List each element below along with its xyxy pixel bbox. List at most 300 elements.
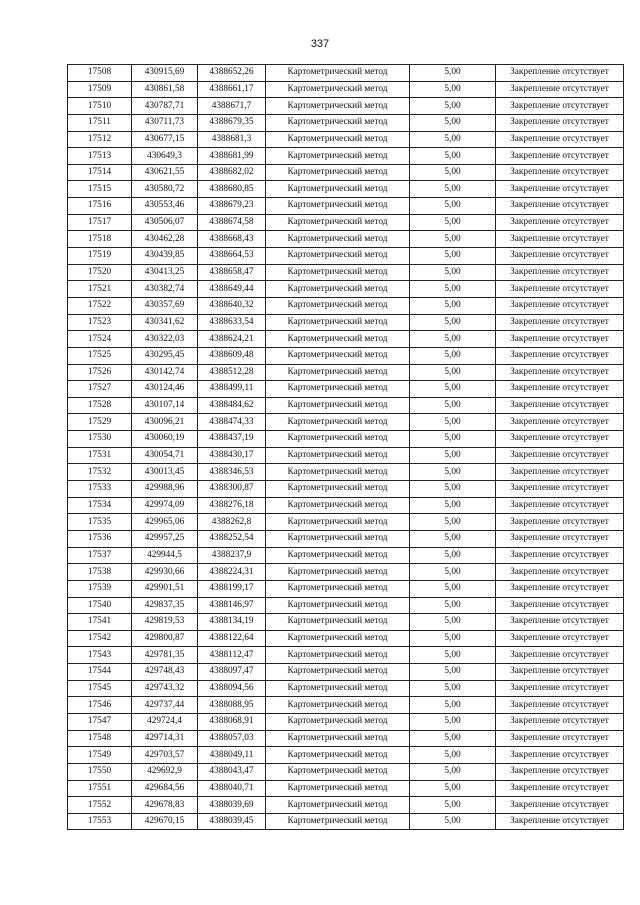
fixation-cell: Закрепление отсутствует [496,763,624,780]
table-row [68,564,624,581]
point-number-cell: 17552 [68,797,132,814]
y-coordinate-cell: 4388112,47 [198,647,266,664]
x-coordinate-cell: 429819,53 [132,614,198,631]
table-row [68,414,624,431]
x-coordinate-cell: 429988,96 [132,481,198,498]
x-coordinate-cell: 429678,83 [132,797,198,814]
accuracy-cell: 5,00 [410,414,496,431]
accuracy-cell: 5,00 [410,497,496,514]
x-coordinate-cell: 430861,58 [132,81,198,98]
fixation-cell: Закрепление отсутствует [496,214,624,231]
method-cell: Картометрический метод [266,364,410,381]
y-coordinate-cell: 4388652,26 [198,65,266,82]
method-cell: Картометрический метод [266,597,410,614]
point-number-cell: 17511 [68,114,132,131]
table-row [68,281,624,298]
x-coordinate-cell: 430787,71 [132,98,198,115]
method-cell: Картометрический метод [266,397,410,414]
x-coordinate-cell: 429957,25 [132,530,198,547]
table-row [68,331,624,348]
accuracy-cell: 5,00 [410,514,496,531]
x-coordinate-cell: 430506,07 [132,214,198,231]
method-cell: Картометрический метод [266,614,410,631]
y-coordinate-cell: 4388094,56 [198,680,266,697]
method-cell: Картометрический метод [266,131,410,148]
fixation-cell: Закрепление отсутствует [496,647,624,664]
fixation-cell: Закрепление отсутствует [496,397,624,414]
fixation-cell: Закрепление отсутствует [496,364,624,381]
method-cell: Картометрический метод [266,447,410,464]
method-cell: Картометрический метод [266,547,410,564]
table-row [68,780,624,797]
method-cell: Картометрический метод [266,281,410,298]
table-row [68,763,624,780]
accuracy-cell: 5,00 [410,747,496,764]
fixation-cell: Закрепление отсутствует [496,780,624,797]
method-cell: Картометрический метод [266,630,410,647]
fixation-cell: Закрепление отсутствует [496,564,624,581]
point-number-cell: 17545 [68,680,132,697]
method-cell: Картометрический метод [266,680,410,697]
fixation-cell: Закрепление отсутствует [496,65,624,82]
x-coordinate-cell: 429800,87 [132,630,198,647]
method-cell: Картометрический метод [266,431,410,448]
point-number-cell: 17548 [68,730,132,747]
accuracy-cell: 5,00 [410,680,496,697]
point-number-cell: 17513 [68,148,132,165]
accuracy-cell: 5,00 [410,397,496,414]
fixation-cell: Закрепление отсутствует [496,164,624,181]
point-number-cell: 17534 [68,497,132,514]
method-cell: Картометрический метод [266,347,410,364]
accuracy-cell: 5,00 [410,214,496,231]
table-row [68,547,624,564]
y-coordinate-cell: 4388437,19 [198,431,266,448]
y-coordinate-cell: 4388346,53 [198,464,266,481]
accuracy-cell: 5,00 [410,647,496,664]
fixation-cell: Закрепление отсутствует [496,530,624,547]
fixation-cell: Закрепление отсутствует [496,797,624,814]
point-number-cell: 17515 [68,181,132,198]
fixation-cell: Закрепление отсутствует [496,447,624,464]
table-row [68,181,624,198]
x-coordinate-cell: 430295,45 [132,347,198,364]
x-coordinate-cell: 430124,46 [132,381,198,398]
table-row [68,730,624,747]
fixation-cell: Закрепление отсутствует [496,281,624,298]
x-coordinate-cell: 429737,44 [132,697,198,714]
method-cell: Картометрический метод [266,530,410,547]
point-number-cell: 17531 [68,447,132,464]
y-coordinate-cell: 4388661,17 [198,81,266,98]
point-number-cell: 17509 [68,81,132,98]
method-cell: Картометрический метод [266,414,410,431]
fixation-cell: Закрепление отсутствует [496,347,624,364]
table-row [68,614,624,631]
method-cell: Картометрический метод [266,98,410,115]
point-number-cell: 17553 [68,813,132,830]
x-coordinate-cell: 429944,5 [132,547,198,564]
point-number-cell: 17519 [68,248,132,265]
x-coordinate-cell: 429684,56 [132,780,198,797]
method-cell: Картометрический метод [266,797,410,814]
accuracy-cell: 5,00 [410,431,496,448]
y-coordinate-cell: 4388681,3 [198,131,266,148]
y-coordinate-cell: 4388658,47 [198,264,266,281]
table-row [68,98,624,115]
table-row [68,131,624,148]
y-coordinate-cell: 4388146,97 [198,597,266,614]
x-coordinate-cell: 430107,14 [132,397,198,414]
point-number-cell: 17530 [68,431,132,448]
method-cell: Картометрический метод [266,763,410,780]
table-row [68,314,624,331]
method-cell: Картометрический метод [266,580,410,597]
accuracy-cell: 5,00 [410,713,496,730]
fixation-cell: Закрепление отсутствует [496,580,624,597]
accuracy-cell: 5,00 [410,331,496,348]
fixation-cell: Закрепление отсутствует [496,713,624,730]
accuracy-cell: 5,00 [410,314,496,331]
y-coordinate-cell: 4388671,7 [198,98,266,115]
point-number-cell: 17523 [68,314,132,331]
fixation-cell: Закрепление отсутствует [496,497,624,514]
x-coordinate-cell: 429714,31 [132,730,198,747]
accuracy-cell: 5,00 [410,281,496,298]
point-number-cell: 17529 [68,414,132,431]
fixation-cell: Закрепление отсутствует [496,547,624,564]
point-number-cell: 17547 [68,713,132,730]
table-row [68,697,624,714]
accuracy-cell: 5,00 [410,664,496,681]
y-coordinate-cell: 4388633,54 [198,314,266,331]
accuracy-cell: 5,00 [410,797,496,814]
method-cell: Картометрический метод [266,231,410,248]
point-number-cell: 17537 [68,547,132,564]
coordinates-table-body [68,65,624,830]
y-coordinate-cell: 4388680,85 [198,181,266,198]
x-coordinate-cell: 429901,51 [132,580,198,597]
y-coordinate-cell: 4388664,53 [198,248,266,265]
fixation-cell: Закрепление отсутствует [496,597,624,614]
point-number-cell: 17540 [68,597,132,614]
y-coordinate-cell: 4388040,71 [198,780,266,797]
table-row [68,497,624,514]
y-coordinate-cell: 4388512,28 [198,364,266,381]
y-coordinate-cell: 4388679,23 [198,198,266,215]
fixation-cell: Закрепление отсутствует [496,464,624,481]
accuracy-cell: 5,00 [410,164,496,181]
accuracy-cell: 5,00 [410,347,496,364]
method-cell: Картометрический метод [266,331,410,348]
x-coordinate-cell: 429692,9 [132,763,198,780]
method-cell: Картометрический метод [266,148,410,165]
y-coordinate-cell: 4388039,45 [198,813,266,830]
fixation-cell: Закрепление отсутствует [496,813,624,830]
x-coordinate-cell: 430711,73 [132,114,198,131]
point-number-cell: 17520 [68,264,132,281]
table-row [68,664,624,681]
table-row [68,747,624,764]
x-coordinate-cell: 429930,66 [132,564,198,581]
x-coordinate-cell: 430054,71 [132,447,198,464]
accuracy-cell: 5,00 [410,98,496,115]
x-coordinate-cell: 430677,15 [132,131,198,148]
accuracy-cell: 5,00 [410,481,496,498]
accuracy-cell: 5,00 [410,614,496,631]
y-coordinate-cell: 4388679,35 [198,114,266,131]
accuracy-cell: 5,00 [410,231,496,248]
accuracy-cell: 5,00 [410,447,496,464]
table-row [68,248,624,265]
method-cell: Картометрический метод [266,497,410,514]
fixation-cell: Закрепление отсутствует [496,297,624,314]
fixation-cell: Закрепление отсутствует [496,248,624,265]
accuracy-cell: 5,00 [410,297,496,314]
method-cell: Картометрический метод [266,181,410,198]
table-row [68,447,624,464]
table-row [68,297,624,314]
fixation-cell: Закрепление отсутствует [496,481,624,498]
fixation-cell: Закрепление отсутствует [496,730,624,747]
table-row [68,231,624,248]
accuracy-cell: 5,00 [410,580,496,597]
method-cell: Картометрический метод [266,248,410,265]
x-coordinate-cell: 430621,55 [132,164,198,181]
y-coordinate-cell: 4388474,33 [198,414,266,431]
accuracy-cell: 5,00 [410,597,496,614]
accuracy-cell: 5,00 [410,464,496,481]
y-coordinate-cell: 4388300,87 [198,481,266,498]
x-coordinate-cell: 429781,35 [132,647,198,664]
table-row [68,214,624,231]
method-cell: Картометрический метод [266,481,410,498]
method-cell: Картометрический метод [266,464,410,481]
fixation-cell: Закрепление отсутствует [496,314,624,331]
x-coordinate-cell: 429965,06 [132,514,198,531]
method-cell: Картометрический метод [266,780,410,797]
fixation-cell: Закрепление отсутствует [496,114,624,131]
point-number-cell: 17551 [68,780,132,797]
accuracy-cell: 5,00 [410,181,496,198]
point-number-cell: 17542 [68,630,132,647]
point-number-cell: 17541 [68,614,132,631]
point-number-cell: 17508 [68,65,132,82]
x-coordinate-cell: 430382,74 [132,281,198,298]
fixation-cell: Закрепление отсутствует [496,747,624,764]
x-coordinate-cell: 429748,43 [132,664,198,681]
accuracy-cell: 5,00 [410,264,496,281]
method-cell: Картометрический метод [266,314,410,331]
point-number-cell: 17514 [68,164,132,181]
accuracy-cell: 5,00 [410,381,496,398]
y-coordinate-cell: 4388199,17 [198,580,266,597]
x-coordinate-cell: 430341,62 [132,314,198,331]
x-coordinate-cell: 430142,74 [132,364,198,381]
accuracy-cell: 5,00 [410,564,496,581]
method-cell: Картометрический метод [266,813,410,830]
y-coordinate-cell: 4388499,11 [198,381,266,398]
table-row [68,647,624,664]
y-coordinate-cell: 4388276,18 [198,497,266,514]
table-row [68,680,624,697]
point-number-cell: 17524 [68,331,132,348]
y-coordinate-cell: 4388134,19 [198,614,266,631]
fixation-cell: Закрепление отсутствует [496,630,624,647]
y-coordinate-cell: 4388224,31 [198,564,266,581]
table-row [68,597,624,614]
accuracy-cell: 5,00 [410,81,496,98]
point-number-cell: 17512 [68,131,132,148]
fixation-cell: Закрепление отсутствует [496,231,624,248]
table-row [68,713,624,730]
method-cell: Картометрический метод [266,647,410,664]
y-coordinate-cell: 4388430,17 [198,447,266,464]
accuracy-cell: 5,00 [410,148,496,165]
y-coordinate-cell: 4388039,69 [198,797,266,814]
point-number-cell: 17526 [68,364,132,381]
fixation-cell: Закрепление отсутствует [496,131,624,148]
method-cell: Картометрический метод [266,164,410,181]
point-number-cell: 17527 [68,381,132,398]
accuracy-cell: 5,00 [410,65,496,82]
fixation-cell: Закрепление отсутствует [496,81,624,98]
y-coordinate-cell: 4388484,62 [198,397,266,414]
accuracy-cell: 5,00 [410,198,496,215]
y-coordinate-cell: 4388057,03 [198,730,266,747]
x-coordinate-cell: 430096,21 [132,414,198,431]
accuracy-cell: 5,00 [410,114,496,131]
coordinates-table [67,64,624,830]
accuracy-cell: 5,00 [410,780,496,797]
point-number-cell: 17536 [68,530,132,547]
x-coordinate-cell: 430553,46 [132,198,198,215]
method-cell: Картометрический метод [266,114,410,131]
fixation-cell: Закрепление отсутствует [496,98,624,115]
page-number: 337 [310,38,330,50]
accuracy-cell: 5,00 [410,763,496,780]
accuracy-cell: 5,00 [410,364,496,381]
fixation-cell: Закрепление отсутствует [496,148,624,165]
table-row [68,514,624,531]
table-row [68,347,624,364]
accuracy-cell: 5,00 [410,730,496,747]
x-coordinate-cell: 430013,45 [132,464,198,481]
y-coordinate-cell: 4388640,32 [198,297,266,314]
method-cell: Картометрический метод [266,664,410,681]
table-row [68,797,624,814]
table-row [68,198,624,215]
y-coordinate-cell: 4388681,99 [198,148,266,165]
table-row [68,65,624,82]
y-coordinate-cell: 4388682,02 [198,164,266,181]
table-row [68,381,624,398]
table-row [68,630,624,647]
point-number-cell: 17539 [68,580,132,597]
x-coordinate-cell: 430439,85 [132,248,198,265]
y-coordinate-cell: 4388088,95 [198,697,266,714]
point-number-cell: 17528 [68,397,132,414]
y-coordinate-cell: 4388252,54 [198,530,266,547]
fixation-cell: Закрепление отсутствует [496,697,624,714]
point-number-cell: 17550 [68,763,132,780]
table-row [68,530,624,547]
point-number-cell: 17516 [68,198,132,215]
x-coordinate-cell: 429974,09 [132,497,198,514]
point-number-cell: 17522 [68,297,132,314]
y-coordinate-cell: 4388609,48 [198,347,266,364]
accuracy-cell: 5,00 [410,813,496,830]
point-number-cell: 17525 [68,347,132,364]
method-cell: Картометрический метод [266,381,410,398]
x-coordinate-cell: 429724,4 [132,713,198,730]
method-cell: Картометрический метод [266,214,410,231]
x-coordinate-cell: 429703,57 [132,747,198,764]
point-number-cell: 17543 [68,647,132,664]
accuracy-cell: 5,00 [410,547,496,564]
table-row [68,164,624,181]
point-number-cell: 17532 [68,464,132,481]
point-number-cell: 17533 [68,481,132,498]
method-cell: Картометрический метод [266,713,410,730]
point-number-cell: 17517 [68,214,132,231]
method-cell: Картометрический метод [266,264,410,281]
fixation-cell: Закрепление отсутствует [496,514,624,531]
x-coordinate-cell: 430060,19 [132,431,198,448]
point-number-cell: 17535 [68,514,132,531]
method-cell: Картометрический метод [266,564,410,581]
y-coordinate-cell: 4388122,64 [198,630,266,647]
x-coordinate-cell: 429670,15 [132,813,198,830]
point-number-cell: 17538 [68,564,132,581]
table-row [68,264,624,281]
fixation-cell: Закрепление отсутствует [496,181,624,198]
table-row [68,114,624,131]
y-coordinate-cell: 4388043,47 [198,763,266,780]
x-coordinate-cell: 429743,32 [132,680,198,697]
fixation-cell: Закрепление отсутствует [496,264,624,281]
accuracy-cell: 5,00 [410,530,496,547]
method-cell: Картометрический метод [266,730,410,747]
accuracy-cell: 5,00 [410,630,496,647]
fixation-cell: Закрепление отсутствует [496,414,624,431]
y-coordinate-cell: 4388049,11 [198,747,266,764]
y-coordinate-cell: 4388068,91 [198,713,266,730]
y-coordinate-cell: 4388237,9 [198,547,266,564]
method-cell: Картометрический метод [266,81,410,98]
table-row [68,81,624,98]
fixation-cell: Закрепление отсутствует [496,198,624,215]
y-coordinate-cell: 4388649,44 [198,281,266,298]
point-number-cell: 17521 [68,281,132,298]
accuracy-cell: 5,00 [410,248,496,265]
fixation-cell: Закрепление отсутствует [496,381,624,398]
table-row [68,580,624,597]
x-coordinate-cell: 430357,69 [132,297,198,314]
x-coordinate-cell: 430580,72 [132,181,198,198]
method-cell: Картометрический метод [266,297,410,314]
y-coordinate-cell: 4388624,21 [198,331,266,348]
x-coordinate-cell: 430915,69 [132,65,198,82]
table-row [68,148,624,165]
accuracy-cell: 5,00 [410,131,496,148]
fixation-cell: Закрепление отсутствует [496,431,624,448]
table-row [68,431,624,448]
x-coordinate-cell: 430462,28 [132,231,198,248]
method-cell: Картометрический метод [266,747,410,764]
fixation-cell: Закрепление отсутствует [496,664,624,681]
point-number-cell: 17544 [68,664,132,681]
